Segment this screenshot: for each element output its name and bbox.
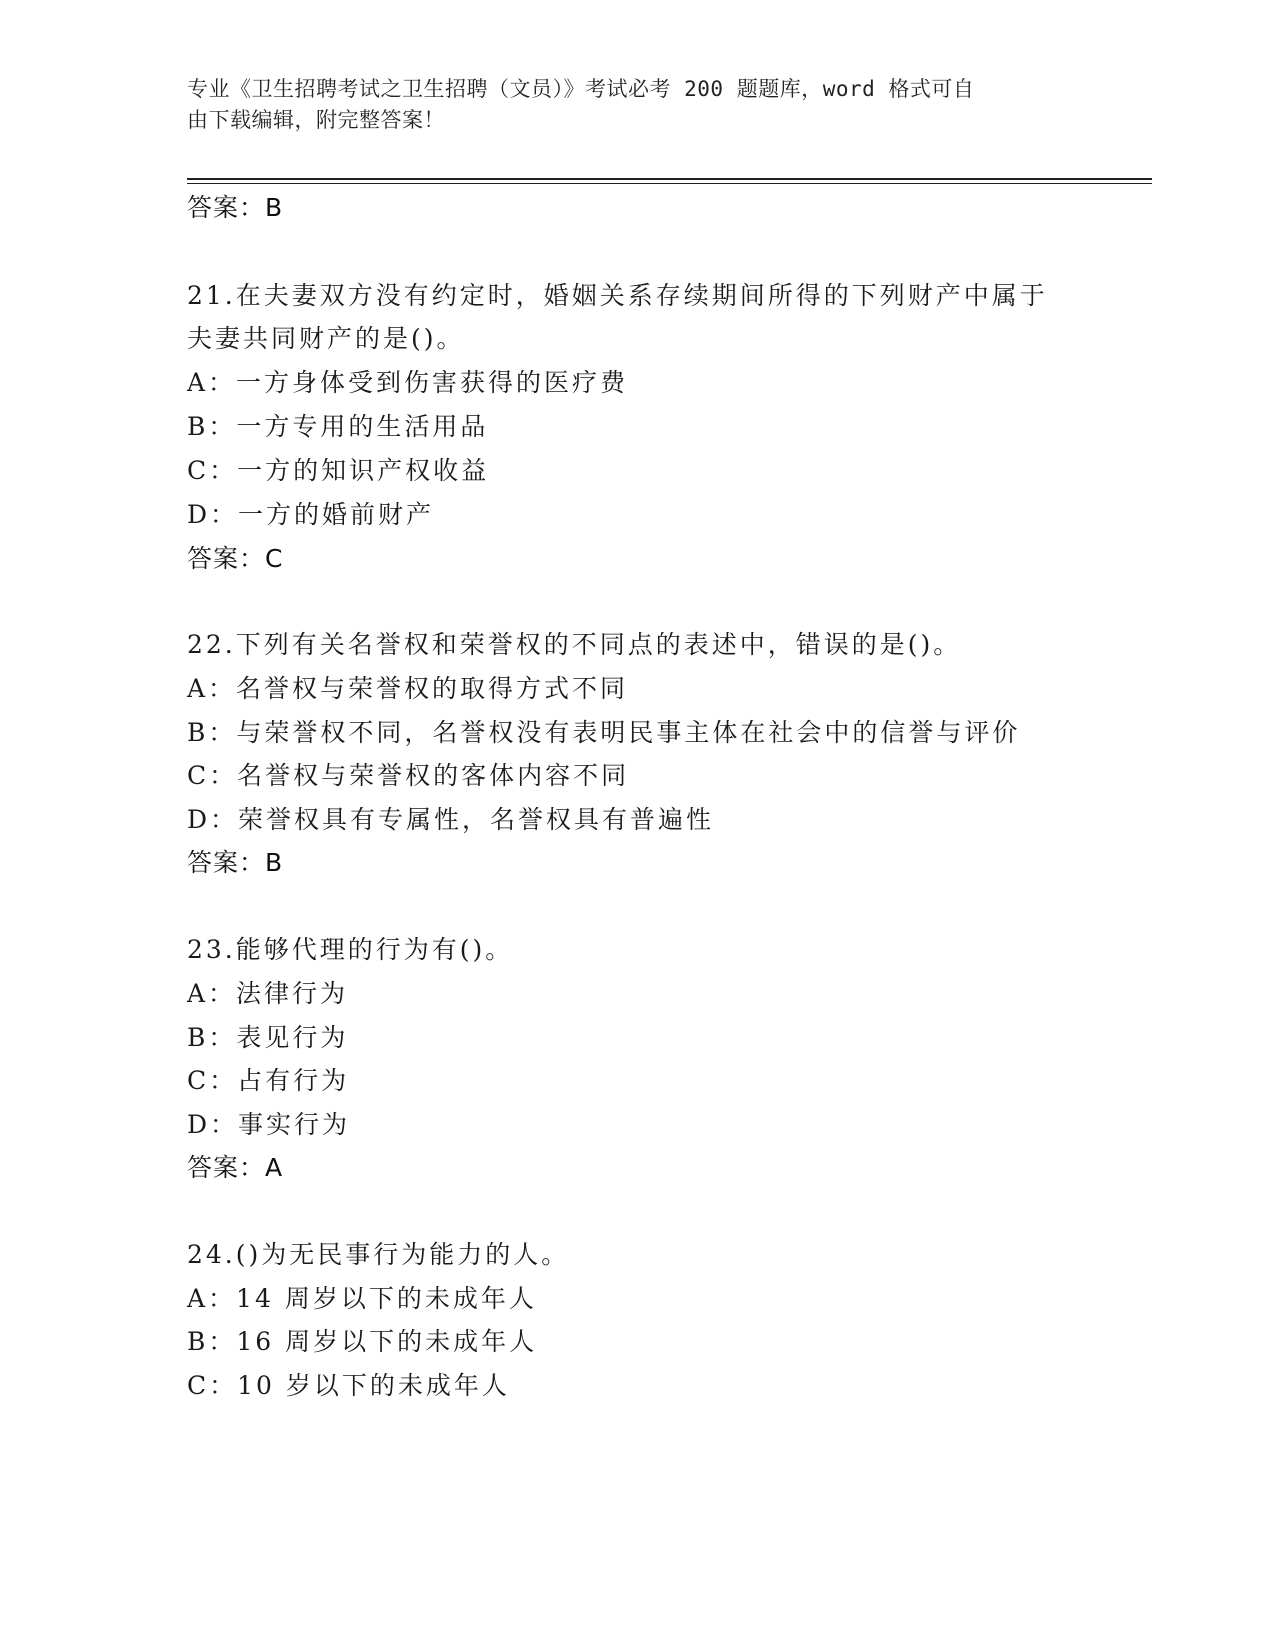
question-23-option-a: A：法律行为 <box>187 979 349 1008</box>
question-24-stem: 24.()为无民事行为能力的人。 <box>187 1240 570 1269</box>
question-22-option-d: D：荣誉权具有专属性，名誉权具有普遍性 <box>187 805 715 834</box>
question-23-stem: 23.能够代理的行为有()。 <box>187 935 514 964</box>
header-line-2: 由下载编辑，附完整答案！ <box>187 108 445 132</box>
question-22-stem: 22.下列有关名誉权和荣誉权的不同点的表述中，错误的是()。 <box>187 630 962 659</box>
question-21-option-c: C：一方的知识产权收益 <box>187 456 490 485</box>
question-23-option-c: C：占有行为 <box>187 1066 350 1095</box>
header-divider <box>187 178 1152 180</box>
question-22-option-a: A：名誉权与荣誉权的取得方式不同 <box>187 674 629 703</box>
question-21-option-a: A：一方身体受到伤害获得的医疗费 <box>187 368 629 397</box>
question-21-option-b: B：一方专用的生活用品 <box>187 412 489 441</box>
question-21-option-d: D：一方的婚前财产 <box>187 500 435 529</box>
answer-q20: 答案：B <box>187 193 284 222</box>
question-24-option-b: B：16 周岁以下的未成年人 <box>187 1327 538 1356</box>
question-21-stem-line-1: 21.在夫妻双方没有约定时，婚姻关系存续期间所得的下列财产中属于 <box>187 281 1048 310</box>
question-24-option-c: C：10 岁以下的未成年人 <box>187 1371 510 1400</box>
answer-q21: 答案：C <box>187 544 284 573</box>
question-22-option-c: C：名誉权与荣誉权的客体内容不同 <box>187 761 630 790</box>
question-21-stem-line-2: 夫妻共同财产的是()。 <box>187 324 465 353</box>
document-header <box>187 74 1087 136</box>
header-line-1: 专业《卫生招聘考试之卫生招聘（文员）》考试必考 200 题题库，word 格式可自 <box>187 77 975 101</box>
question-23-option-b: B：表见行为 <box>187 1023 349 1052</box>
question-24-option-a: A：14 周岁以下的未成年人 <box>187 1284 537 1313</box>
question-23-option-d: D：事实行为 <box>187 1110 351 1139</box>
answer-q22: 答案：B <box>187 848 284 877</box>
question-22-option-b: B：与荣誉权不同，名誉权没有表明民事主体在社会中的信誉与评价 <box>187 718 1021 747</box>
answer-q23: 答案：A <box>187 1153 284 1182</box>
header-divider-thin <box>187 183 1152 184</box>
